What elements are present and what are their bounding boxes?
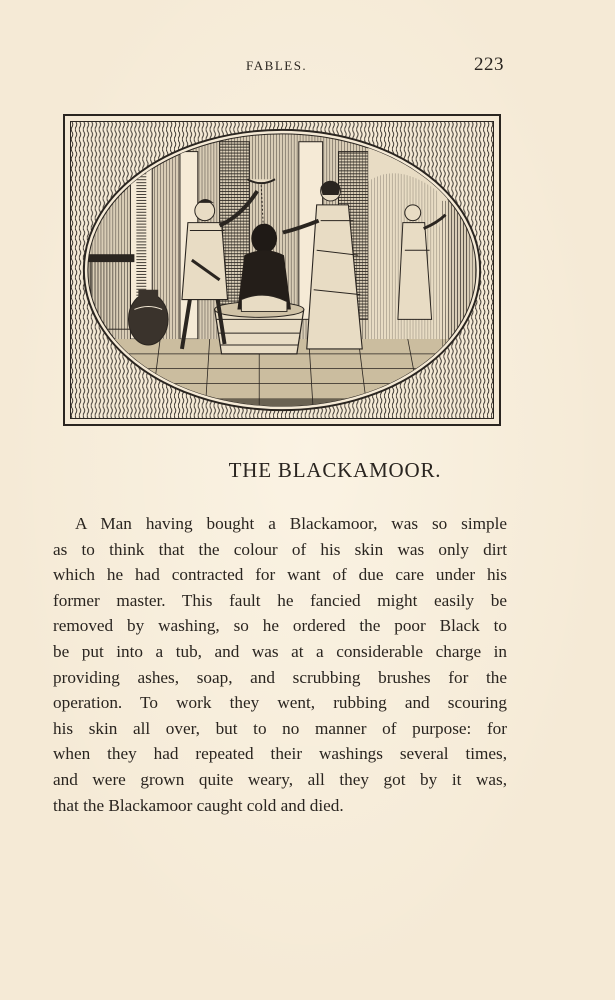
woodcut-washing-scene-icon bbox=[71, 122, 493, 418]
story-body bbox=[53, 511, 507, 818]
running-head bbox=[0, 54, 615, 78]
text-line: as to think that the colour of his skin was only dirt bbox=[53, 539, 507, 559]
text-line: which he had contracted for want of due care under his bbox=[53, 565, 507, 585]
text-line: operation. To work they went, rubbing and scouring bbox=[53, 693, 507, 713]
text-line: be put into a tub, and was at a considerable charge in bbox=[53, 641, 507, 661]
running-title: FABLES. bbox=[246, 58, 308, 73]
text-line: when they had repeated their washings several times, bbox=[53, 744, 507, 764]
text-line: that the Blackamoor caught cold and died. bbox=[53, 795, 344, 815]
story-title bbox=[0, 458, 560, 483]
text-line: providing ashes, soap, and scrubbing brushes for the bbox=[53, 667, 507, 687]
illustration-frame bbox=[70, 121, 494, 419]
story-title-text: THE BLACKAMOOR. bbox=[228, 458, 442, 482]
text-line: removed by washing, so he ordered the poor Black to bbox=[53, 616, 507, 636]
woodcut-illustration bbox=[63, 114, 501, 426]
text-line: his skin all over, but to no manner of purpose: for bbox=[53, 718, 507, 738]
page-number: 223 bbox=[474, 54, 504, 75]
text-line: A Man having bought a Blackamoor, was so simple bbox=[75, 514, 507, 533]
text-line: and were grown quite weary, all they got by it was, bbox=[53, 769, 507, 789]
text-line: former master. This fault he fancied might easily be bbox=[53, 590, 507, 610]
